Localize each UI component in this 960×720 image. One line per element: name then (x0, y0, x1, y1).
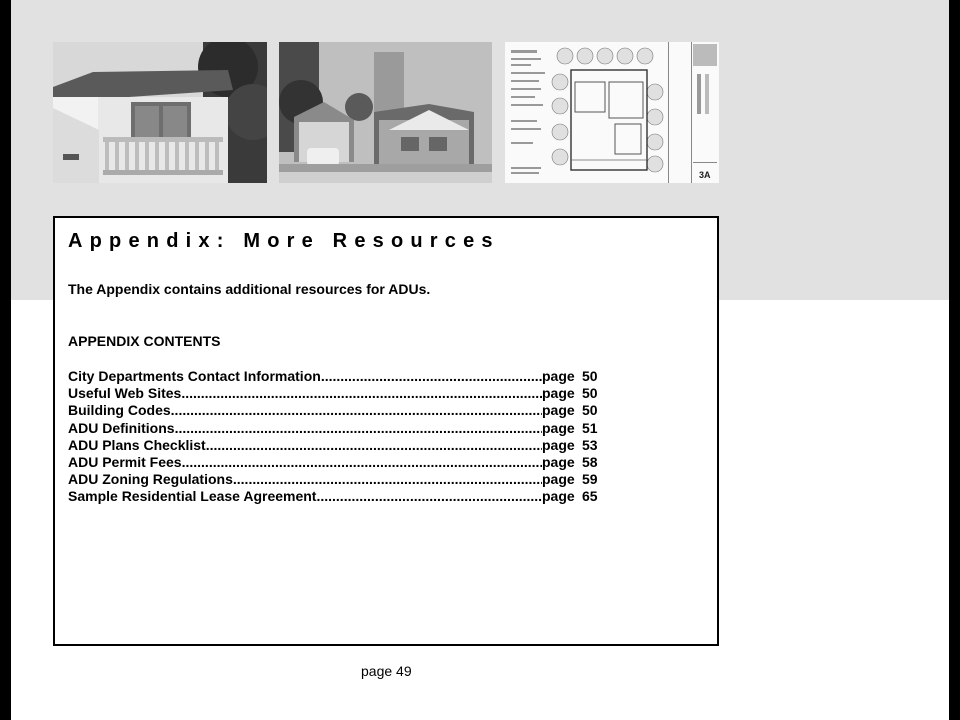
contents-heading: APPENDIX CONTENTS (68, 333, 221, 349)
toc-dot-leader (171, 402, 542, 418)
toc-dot-leader (206, 437, 542, 453)
toc-page-word: page (542, 419, 575, 436)
houses-street-photo (279, 42, 492, 183)
toc-entry (68, 454, 604, 471)
toc-entry (68, 471, 604, 488)
toc-dot-leader (321, 368, 542, 384)
toc-page-number: 50 (582, 368, 598, 384)
left-black-border (0, 0, 11, 720)
toc-entry-label: City Departments Contact Information (68, 368, 321, 384)
toc-entry-label: Useful Web Sites (68, 385, 182, 402)
appendix-intro: The Appendix contains additional resources for ADUs. (68, 281, 431, 297)
toc-page-number: 53 (582, 436, 598, 453)
toc-page-word: page (542, 436, 575, 453)
toc-entry-label: ADU Permit Fees (68, 453, 182, 470)
toc-entry-label: Sample Residential Lease Agreement (68, 488, 317, 505)
toc-entry-label: ADU Plans Checklist (68, 436, 206, 453)
toc-page-word: page (542, 368, 575, 384)
toc-entry-label: ADU Zoning Regulations (68, 471, 233, 488)
toc-entry (68, 488, 604, 505)
toc-dot-leader (181, 385, 542, 401)
toc-page-number: 58 (582, 453, 598, 470)
house-balcony-photo (53, 42, 267, 183)
toc-entry-label: Building Codes (68, 402, 171, 419)
floor-plan-drawing (505, 42, 719, 183)
toc-dot-leader (175, 420, 542, 436)
toc-dot-leader (182, 454, 542, 470)
toc-entry (68, 437, 604, 454)
toc-page-word: page (542, 488, 575, 505)
table-of-contents (68, 368, 604, 506)
toc-entry (68, 368, 604, 385)
right-black-border (949, 0, 960, 720)
toc-page-word: page (542, 385, 575, 402)
toc-page-word: page (542, 402, 575, 419)
toc-entry (68, 385, 604, 402)
toc-page-number: 50 (582, 402, 598, 419)
toc-dot-leader (316, 488, 542, 504)
toc-page-number: 51 (582, 419, 598, 436)
toc-entry (68, 420, 604, 437)
toc-page-number: 65 (582, 488, 598, 505)
toc-entry-label: ADU Definitions (68, 419, 175, 436)
page-number: page 49 (361, 663, 412, 679)
toc-page-number: 50 (582, 385, 598, 402)
appendix-title: Appendix: More Resources (68, 230, 500, 252)
toc-page-word: page (542, 453, 575, 470)
toc-entry (68, 402, 604, 419)
appendix-box (53, 216, 719, 646)
toc-dot-leader (233, 471, 542, 487)
svg-text:3A: 3A (699, 170, 711, 180)
toc-page-word: page (542, 471, 575, 488)
toc-page-number: 59 (582, 471, 598, 488)
